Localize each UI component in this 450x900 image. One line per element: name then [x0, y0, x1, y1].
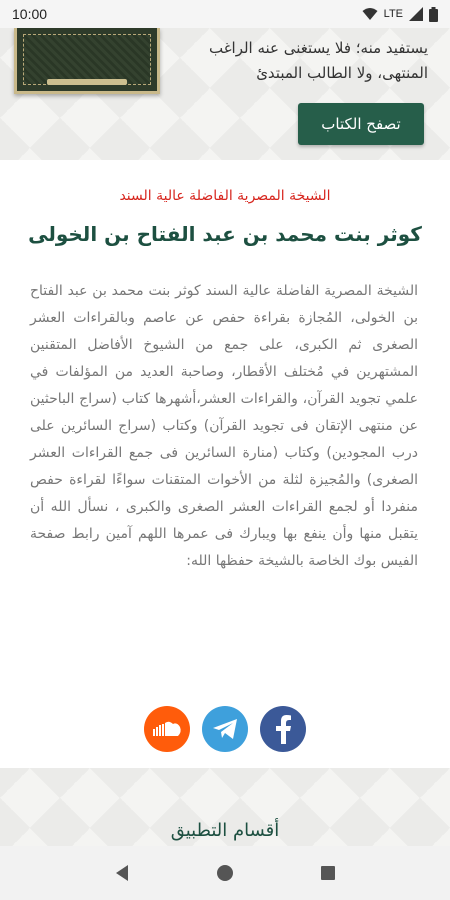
status-time: 10:00: [12, 6, 48, 22]
book-cover-ornament: [23, 34, 151, 85]
recents-square-icon: [320, 865, 336, 881]
book-description: يستفيد منه؛ فلا يستغنى عنه الراغب المنتهى، ولا الطالب المبتدئ: [208, 39, 428, 82]
system-nav-bar: [0, 846, 450, 900]
telegram-icon: [212, 718, 238, 740]
recents-button[interactable]: [308, 853, 348, 893]
author-name: كوثر بنت محمد بن عبد الفتاح بن الخولى: [28, 222, 422, 246]
facebook-button[interactable]: [260, 706, 306, 752]
back-button[interactable]: [102, 853, 142, 893]
author-bio: الشيخة المصرية الفاضلة عالية السند كوثر بنت محمد بن عبد الفتاح بن الخولى، المُجازة بقراءة حفص عن عاصم وبالقراءات العشر الصغرى ثم الكبرى، على جمع من الشيوخ الأفاضل المتقنين المشتهرين في مُختلف الأقطار، وصاحبة العديد من المؤلفات في علمي تجويد القرآن، والقراءات العشر،أشهرها كتاب (سراج الباحثين عن منتهى الإتقان فى تجويد القرآن) وكتاب (سراج السائرين على درب المجودين) وكتاب (منارة السائرين فى جمع القراءات العشر الصغرى) والمُجيزة لثلة من الأخوات المتقنات سواءًا لقراءة حفص منفردا أو لجمع القراءات العشر الصغرى والكبرى ، نسأل الله أن يتقبل منها وأن ينفع بها ويبارك فى عمرها اللهم آمين رابط صفحة الفيس بوك الخاصة بالشيخة حفظها الله:: [30, 283, 418, 569]
home-button[interactable]: [205, 853, 245, 893]
social-links: [0, 706, 450, 752]
book-header: [0, 28, 450, 160]
status-bar: [0, 0, 450, 28]
back-triangle-icon: [114, 864, 130, 882]
facebook-icon: [274, 714, 292, 744]
battery-icon: [429, 7, 438, 22]
book-cover-caption: [47, 79, 127, 85]
signal-icon: [409, 7, 423, 21]
home-circle-icon: [216, 864, 234, 882]
app-sections: [0, 768, 450, 846]
author-section: [0, 160, 450, 768]
telegram-button[interactable]: [202, 706, 248, 752]
status-icons: [362, 7, 438, 22]
book-cover-image[interactable]: [14, 28, 160, 94]
network-label: LTE: [383, 8, 403, 20]
author-subtitle: الشيخة المصرية الفاضلة عالية السند: [119, 188, 331, 204]
browse-book-button[interactable]: تصفح الكتاب: [298, 103, 424, 145]
sections-title: أقسام التطبيق: [170, 820, 280, 841]
soundcloud-button[interactable]: [144, 706, 190, 752]
soundcloud-icon: [152, 720, 182, 738]
wifi-icon: [362, 7, 378, 21]
